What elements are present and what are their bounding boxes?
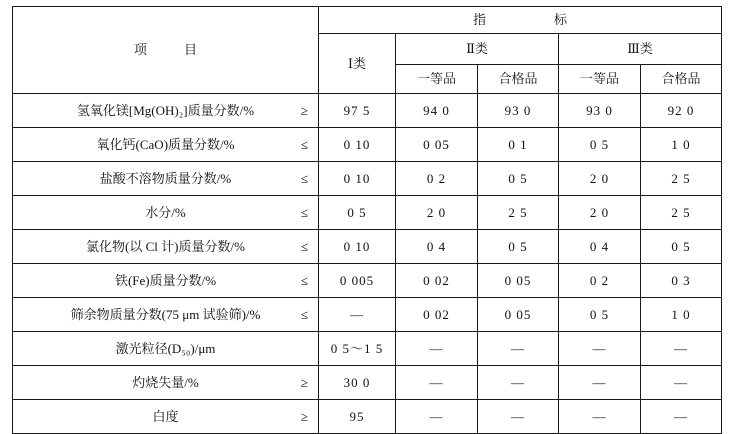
- cell-class3-first: —: [559, 332, 641, 366]
- row-item-label: 盐酸不溶物质量分数/%: [99, 170, 232, 186]
- row-item-label: 灼烧失量/%: [132, 374, 199, 390]
- row-item-label: 白度: [152, 408, 179, 424]
- row-item-label: 氧化钙(CaO)质量分数/%: [96, 136, 235, 152]
- cell-class1: 0 10: [319, 230, 396, 264]
- cell-class1: 0 5: [319, 196, 396, 230]
- cell-class1: 0 10: [319, 162, 396, 196]
- cell-class3-first: —: [559, 400, 641, 434]
- table-row: [13, 400, 722, 434]
- cell-class3-first: 93 0: [559, 94, 641, 128]
- row-item-cell: [13, 162, 319, 196]
- table-row: [13, 196, 722, 230]
- table-row: [13, 128, 722, 162]
- row-item-cell: [13, 366, 319, 400]
- cell-class2-first: 0 05: [396, 128, 478, 162]
- row-item-cell: [13, 128, 319, 162]
- table-header: [13, 7, 722, 94]
- row-item-label: 铁(Fe)质量分数/%: [114, 272, 217, 288]
- cell-class3-first: 2 0: [559, 162, 641, 196]
- row-symbol: ≥: [300, 374, 308, 390]
- cell-class1: 97 5: [319, 94, 396, 128]
- cell-class2-qualified: 0 5: [478, 230, 559, 264]
- table-body: [13, 94, 722, 434]
- header-index-label: 指 标: [319, 7, 722, 34]
- cell-class2-first: —: [396, 366, 478, 400]
- cell-class3-qualified: 0 5: [641, 230, 722, 264]
- cell-class2-first: 0 02: [396, 298, 478, 332]
- row-symbol: ≤: [300, 170, 308, 186]
- specification-table: [12, 6, 722, 434]
- row-item-label: 激光粒径(D₅₀)/μm: [115, 340, 216, 356]
- cell-class3-first: 2 0: [559, 196, 641, 230]
- cell-class2-qualified: —: [478, 400, 559, 434]
- header-grade-qualified-class3: 合格品: [641, 65, 722, 94]
- cell-class2-first: 0 2: [396, 162, 478, 196]
- header-grade-first-class3: 一等品: [559, 65, 641, 94]
- cell-class3-first: 0 5: [559, 128, 641, 162]
- cell-class2-qualified: 0 5: [478, 162, 559, 196]
- row-item-label: 氢氧化镁[Mg(OH)₂]质量分数/%: [76, 102, 255, 118]
- row-symbol: ≤: [300, 136, 308, 152]
- row-item-cell: [13, 230, 319, 264]
- row-item-label: 氯化物(以 Cl 计)质量分数/%: [86, 238, 245, 254]
- row-symbol: ≤: [300, 306, 308, 322]
- header-class-1: Ⅰ类: [319, 34, 396, 94]
- table-row: [13, 230, 722, 264]
- cell-class3-qualified: 1 0: [641, 298, 722, 332]
- cell-class2-first: 2 0: [396, 196, 478, 230]
- cell-class2-qualified: 2 5: [478, 196, 559, 230]
- table-row: [13, 366, 722, 400]
- cell-class1: 95: [319, 400, 396, 434]
- row-symbol: ≥: [300, 408, 308, 424]
- row-item-cell: [13, 264, 319, 298]
- row-symbol: ≤: [300, 272, 308, 288]
- document-page: [0, 6, 733, 424]
- row-item-cell: [13, 298, 319, 332]
- header-grade-first-class2: 一等品: [396, 65, 478, 94]
- cell-class1: 0 5～1 5: [319, 332, 396, 366]
- row-item-cell: [13, 196, 319, 230]
- cell-class3-qualified: —: [641, 400, 722, 434]
- cell-class2-first: 0 02: [396, 264, 478, 298]
- cell-class3-first: 0 5: [559, 298, 641, 332]
- cell-class3-qualified: —: [641, 366, 722, 400]
- cell-class2-first: 0 4: [396, 230, 478, 264]
- cell-class3-first: —: [559, 366, 641, 400]
- row-symbol: ≥: [300, 102, 308, 118]
- cell-class2-qualified: —: [478, 332, 559, 366]
- header-class-2: Ⅱ类: [396, 34, 559, 65]
- header-grade-qualified-class2: 合格品: [478, 65, 559, 94]
- cell-class3-qualified: 2 5: [641, 196, 722, 230]
- table-row: [13, 332, 722, 366]
- row-symbol: ≤: [300, 238, 308, 254]
- cell-class2-qualified: 93 0: [478, 94, 559, 128]
- row-item-label: 筛余物质量分数(75 μm 试验筛)/%: [70, 306, 261, 322]
- row-item-cell: [13, 94, 319, 128]
- row-symbol: ≤: [300, 204, 308, 220]
- cell-class2-qualified: 0 05: [478, 264, 559, 298]
- cell-class3-qualified: 92 0: [641, 94, 722, 128]
- row-item-cell: [13, 400, 319, 434]
- cell-class2-first: 94 0: [396, 94, 478, 128]
- cell-class1: 0 10: [319, 128, 396, 162]
- cell-class2-first: —: [396, 400, 478, 434]
- row-item-label: 水分/%: [145, 204, 186, 220]
- cell-class3-qualified: 2 5: [641, 162, 722, 196]
- cell-class2-qualified: —: [478, 366, 559, 400]
- cell-class2-qualified: 0 05: [478, 298, 559, 332]
- table-row: [13, 94, 722, 128]
- cell-class3-qualified: 0 3: [641, 264, 722, 298]
- table-row: [13, 162, 722, 196]
- table-row: [13, 264, 722, 298]
- row-item-cell: [13, 332, 319, 366]
- header-row-top: [13, 7, 722, 34]
- cell-class3-qualified: 1 0: [641, 128, 722, 162]
- cell-class2-qualified: 0 1: [478, 128, 559, 162]
- header-class-3: Ⅲ类: [559, 34, 722, 65]
- cell-class3-first: 0 4: [559, 230, 641, 264]
- header-item-label: 项 目: [13, 7, 319, 94]
- cell-class3-qualified: —: [641, 332, 722, 366]
- cell-class2-first: —: [396, 332, 478, 366]
- cell-class1: 30 0: [319, 366, 396, 400]
- table-row: [13, 298, 722, 332]
- cell-class1: 0 005: [319, 264, 396, 298]
- cell-class1: —: [319, 298, 396, 332]
- cell-class3-first: 0 2: [559, 264, 641, 298]
